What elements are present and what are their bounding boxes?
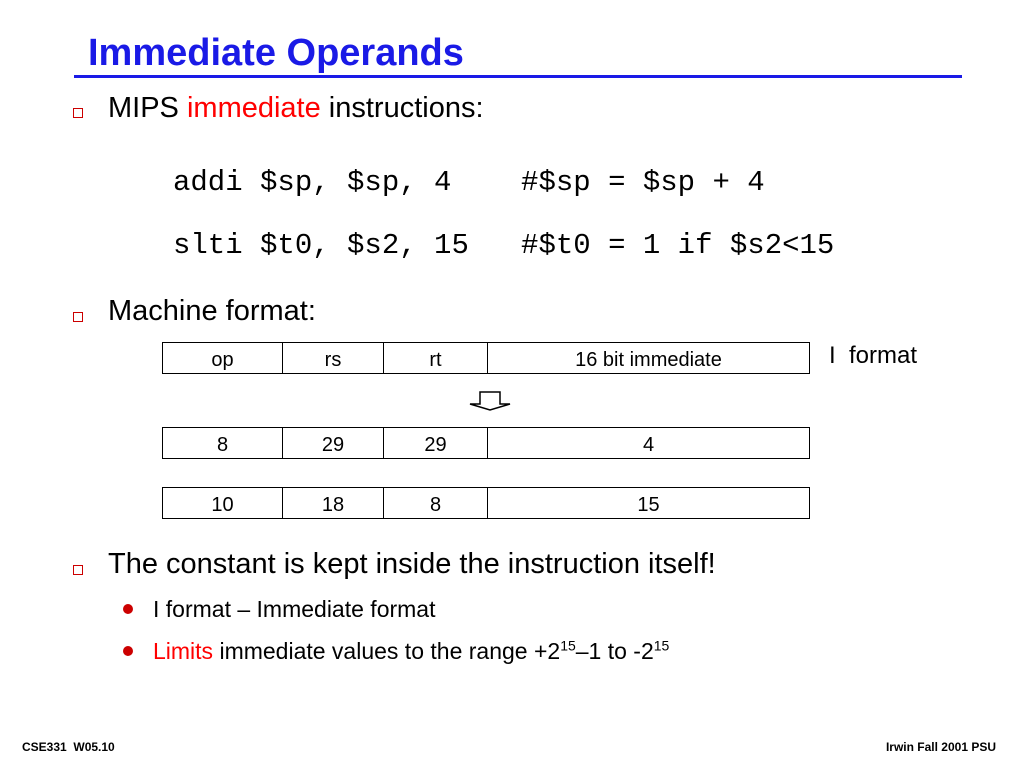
square-bullet-icon (73, 312, 83, 322)
highlight-immediate: immediate (186, 92, 321, 124)
range-text: immediate values to the range +2 (213, 638, 561, 664)
field-op: op (163, 343, 283, 373)
value-rs: 29 (283, 428, 384, 458)
format-header-row (162, 342, 810, 374)
encoding-row-slti (162, 487, 810, 519)
title-underline (74, 75, 962, 78)
field-immediate: 16 bit immediate (575, 349, 722, 371)
bullet-mips-immediate (108, 91, 484, 125)
exponent: 15 (560, 637, 576, 654)
field-rs: rs (283, 343, 384, 373)
code-line-slti: slti $t0, $s2, 15 #$t0 = 1 if $s2<15 (173, 229, 835, 262)
value-rs: 18 (283, 488, 384, 518)
i-format-label: I format (829, 342, 918, 369)
subbullet-i-format: I format – Immediate format (153, 596, 436, 622)
value-immediate: 4 (642, 434, 655, 456)
round-bullet-icon (123, 604, 133, 614)
subbullet-limits (153, 637, 669, 665)
square-bullet-icon (73, 565, 83, 575)
exponent: 15 (653, 637, 670, 654)
value-op: 8 (163, 428, 283, 458)
round-bullet-icon (123, 646, 133, 656)
down-arrow-icon (466, 390, 514, 412)
bullet-constant-inside: The constant is kept inside the instruction itself! (108, 548, 716, 580)
footer-author: Irwin Fall 2001 PSU (885, 740, 996, 754)
square-bullet-icon (73, 108, 83, 118)
bullet-text: instructions: (320, 92, 484, 124)
value-op: 10 (163, 488, 283, 518)
code-line-addi: addi $sp, $sp, 4 #$sp = $sp + 4 (173, 166, 765, 199)
encoding-row-addi (162, 427, 810, 459)
bullet-text: MIPS (108, 92, 187, 124)
highlight-limits: Limits (153, 638, 214, 664)
bullet-machine-format: Machine format: (108, 295, 316, 327)
range-text-mid: –1 to -2 (575, 638, 654, 664)
value-immediate: 15 (637, 494, 660, 516)
value-rt: 29 (384, 428, 488, 458)
value-rt: 8 (384, 488, 488, 518)
field-rt: rt (384, 343, 488, 373)
footer-course-id: CSE331 W05.10 (22, 740, 115, 754)
slide-title: Immediate Operands (88, 32, 464, 74)
